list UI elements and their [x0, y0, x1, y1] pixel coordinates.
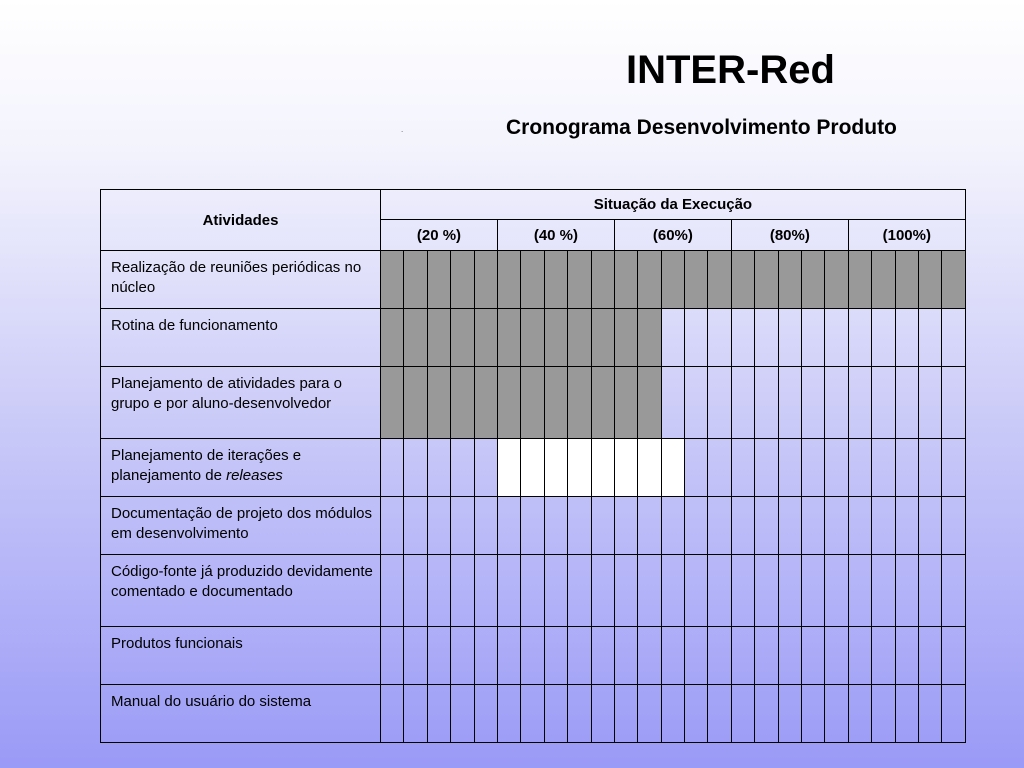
progress-cell-filled [591, 367, 614, 439]
table-row [101, 309, 966, 367]
progress-cell-filled [404, 309, 427, 367]
progress-cell-white [544, 439, 567, 497]
page-title: INTER-Red [626, 48, 835, 92]
progress-cell-empty [568, 497, 591, 555]
table-row [101, 439, 966, 497]
activity-text: Produtos funcionais [111, 635, 243, 652]
progress-cell-empty [755, 555, 778, 627]
progress-cell-filled [497, 309, 520, 367]
progress-cell-filled [825, 251, 848, 309]
progress-cell-filled [848, 251, 871, 309]
progress-cell-empty [942, 555, 965, 627]
progress-cell-empty [802, 627, 825, 685]
progress-cell-filled [731, 251, 754, 309]
progress-cell-empty [451, 439, 474, 497]
progress-cell-filled [521, 309, 544, 367]
progress-cell-empty [497, 685, 520, 743]
progress-cell-empty [381, 497, 404, 555]
progress-cell-empty [755, 627, 778, 685]
progress-cell-empty [942, 627, 965, 685]
progress-cell-filled [708, 251, 731, 309]
table-row [101, 367, 966, 439]
progress-header: (60%) [614, 220, 731, 251]
progress-cell-empty [685, 309, 708, 367]
progress-cell-empty [918, 439, 941, 497]
progress-cell-filled [451, 309, 474, 367]
progress-cell-filled [427, 251, 450, 309]
progress-cell-empty [708, 309, 731, 367]
activity-label [101, 685, 381, 743]
progress-cell-filled [381, 309, 404, 367]
progress-cell-empty [568, 555, 591, 627]
progress-cell-empty [895, 309, 918, 367]
progress-cell-empty [404, 497, 427, 555]
progress-cell-filled [381, 367, 404, 439]
progress-cell-empty [895, 367, 918, 439]
progress-cell-empty [731, 309, 754, 367]
progress-cell-filled [638, 309, 661, 367]
progress-cell-empty [872, 497, 895, 555]
progress-cell-filled [427, 309, 450, 367]
activity-text: Rotina de funcionamento [111, 317, 278, 334]
progress-cell-empty [638, 685, 661, 743]
activity-label [101, 627, 381, 685]
progress-cell-filled [942, 251, 965, 309]
progress-cell-empty [427, 497, 450, 555]
progress-cell-empty [731, 439, 754, 497]
progress-cell-empty [685, 497, 708, 555]
progress-cell-empty [848, 627, 871, 685]
progress-cell-empty [802, 439, 825, 497]
progress-cell-empty [731, 497, 754, 555]
progress-cell-empty [778, 555, 801, 627]
progress-cell-empty [918, 309, 941, 367]
progress-cell-empty [731, 555, 754, 627]
progress-cell-empty [942, 439, 965, 497]
progress-cell-white [497, 439, 520, 497]
progress-cell-empty [497, 497, 520, 555]
progress-cell-empty [918, 685, 941, 743]
progress-cell-empty [497, 627, 520, 685]
progress-cell-empty [895, 497, 918, 555]
progress-cell-filled [404, 251, 427, 309]
progress-cell-empty [591, 685, 614, 743]
progress-cell-empty [685, 367, 708, 439]
stray-dot: . [401, 125, 404, 134]
progress-cell-empty [895, 685, 918, 743]
progress-cell-empty [544, 555, 567, 627]
progress-cell-empty [942, 685, 965, 743]
progress-cell-empty [685, 555, 708, 627]
progress-cell-empty [685, 685, 708, 743]
progress-cell-filled [872, 251, 895, 309]
progress-cell-filled [451, 251, 474, 309]
progress-cell-empty [521, 555, 544, 627]
progress-cell-empty [731, 367, 754, 439]
progress-cell-empty [802, 685, 825, 743]
progress-header: (20 %) [381, 220, 498, 251]
progress-cell-empty [474, 497, 497, 555]
progress-cell-empty [872, 439, 895, 497]
progress-cell-empty [591, 627, 614, 685]
progress-cell-empty [755, 497, 778, 555]
progress-cell-empty [381, 685, 404, 743]
activity-text-italic: releases [226, 467, 283, 484]
progress-cell-filled [614, 367, 637, 439]
progress-cell-filled [544, 309, 567, 367]
table-row [101, 251, 966, 309]
progress-cell-white [661, 439, 684, 497]
progress-cell-filled [591, 251, 614, 309]
progress-cell-empty [427, 555, 450, 627]
progress-cell-empty [474, 685, 497, 743]
progress-cell-empty [708, 497, 731, 555]
progress-cell-empty [568, 685, 591, 743]
progress-cell-filled [591, 309, 614, 367]
progress-cell-empty [685, 627, 708, 685]
progress-cell-empty [825, 555, 848, 627]
progress-cell-empty [778, 309, 801, 367]
progress-cell-filled [755, 251, 778, 309]
activity-text: Planejamento de atividades para o grupo e por aluno-desenvolvedor [111, 375, 342, 412]
progress-cell-empty [521, 627, 544, 685]
progress-cell-filled [497, 251, 520, 309]
progress-cell-empty [451, 685, 474, 743]
progress-cell-empty [825, 497, 848, 555]
table-row [101, 627, 966, 685]
progress-cell-empty [661, 555, 684, 627]
progress-cell-filled [521, 251, 544, 309]
progress-cell-empty [497, 555, 520, 627]
progress-cell-empty [614, 685, 637, 743]
progress-cell-empty [825, 627, 848, 685]
progress-cell-empty [661, 367, 684, 439]
progress-cell-empty [731, 627, 754, 685]
progress-cell-empty [802, 555, 825, 627]
progress-cell-empty [848, 309, 871, 367]
progress-cell-empty [591, 555, 614, 627]
progress-cell-filled [568, 367, 591, 439]
progress-cell-empty [544, 627, 567, 685]
progress-cell-filled [895, 251, 918, 309]
progress-cell-empty [427, 685, 450, 743]
progress-cell-empty [521, 685, 544, 743]
progress-cell-empty [825, 309, 848, 367]
progress-cell-filled [521, 367, 544, 439]
progress-cell-empty [895, 555, 918, 627]
schedule-table [100, 189, 966, 743]
progress-cell-empty [661, 497, 684, 555]
activity-label [101, 309, 381, 367]
progress-cell-empty [638, 555, 661, 627]
progress-cell-empty [708, 555, 731, 627]
progress-cell-empty [404, 627, 427, 685]
progress-cell-empty [661, 309, 684, 367]
progress-cell-empty [825, 439, 848, 497]
progress-cell-empty [755, 685, 778, 743]
progress-cell-white [614, 439, 637, 497]
progress-cell-empty [848, 439, 871, 497]
progress-cell-empty [708, 367, 731, 439]
progress-cell-empty [942, 367, 965, 439]
progress-cell-empty [778, 627, 801, 685]
progress-cell-empty [895, 627, 918, 685]
table-row [101, 497, 966, 555]
table-row [101, 685, 966, 743]
progress-cell-empty [872, 685, 895, 743]
progress-cell-empty [614, 555, 637, 627]
progress-cell-empty [918, 627, 941, 685]
progress-cell-empty [802, 309, 825, 367]
progress-cell-empty [778, 367, 801, 439]
progress-cell-empty [825, 367, 848, 439]
progress-cell-filled [544, 251, 567, 309]
progress-cell-empty [802, 497, 825, 555]
progress-cell-empty [918, 367, 941, 439]
progress-cell-empty [942, 497, 965, 555]
progress-cell-empty [848, 497, 871, 555]
progress-cell-empty [591, 497, 614, 555]
progress-cell-white [638, 439, 661, 497]
progress-cell-empty [755, 309, 778, 367]
activity-text: Código-fonte já produzido devidamente comentado e documentado [111, 563, 373, 600]
progress-cell-empty [427, 439, 450, 497]
progress-cell-empty [638, 627, 661, 685]
progress-cell-empty [544, 497, 567, 555]
progress-cell-empty [614, 627, 637, 685]
progress-cell-empty [778, 685, 801, 743]
progress-cell-empty [872, 627, 895, 685]
progress-cell-empty [474, 627, 497, 685]
progress-cell-empty [474, 555, 497, 627]
progress-cell-empty [427, 627, 450, 685]
progress-cell-empty [404, 555, 427, 627]
progress-cell-filled [404, 367, 427, 439]
progress-cell-filled [802, 251, 825, 309]
progress-cell-filled [427, 367, 450, 439]
progress-cell-filled [474, 309, 497, 367]
progress-cell-empty [848, 685, 871, 743]
progress-cell-filled [614, 309, 637, 367]
progress-cell-empty [474, 439, 497, 497]
activity-label [101, 555, 381, 627]
progress-cell-filled [661, 251, 684, 309]
activity-text: Realização de reuniões periódicas no núcleo [111, 259, 362, 296]
progress-cell-empty [381, 555, 404, 627]
progress-cell-filled [568, 309, 591, 367]
activity-text: Documentação de projeto dos módulos em desenvolvimento [111, 505, 372, 542]
progress-cell-empty [661, 627, 684, 685]
progress-cell-empty [872, 555, 895, 627]
progress-cell-white [521, 439, 544, 497]
progress-cell-white [591, 439, 614, 497]
progress-cell-filled [638, 251, 661, 309]
progress-cell-filled [474, 251, 497, 309]
progress-cell-empty [404, 685, 427, 743]
progress-cell-empty [825, 685, 848, 743]
progress-cell-empty [918, 555, 941, 627]
header-row [101, 190, 966, 220]
progress-cell-filled [381, 251, 404, 309]
progress-cell-empty [755, 439, 778, 497]
progress-cell-empty [661, 685, 684, 743]
progress-header: (100%) [848, 220, 965, 251]
progress-cell-empty [755, 367, 778, 439]
progress-cell-empty [802, 367, 825, 439]
progress-cell-empty [381, 627, 404, 685]
progress-cell-empty [614, 497, 637, 555]
progress-cell-filled [474, 367, 497, 439]
progress-cell-empty [685, 439, 708, 497]
progress-header: (40 %) [497, 220, 614, 251]
progress-cell-empty [872, 309, 895, 367]
progress-cell-filled [778, 251, 801, 309]
progress-cell-empty [872, 367, 895, 439]
page-subtitle: Cronograma Desenvolvimento Produto [506, 116, 897, 139]
activity-text: Manual do usuário do sistema [111, 693, 312, 710]
progress-cell-filled [638, 367, 661, 439]
execution-status-header: Situação da Execução [381, 190, 966, 220]
progress-cell-filled [568, 251, 591, 309]
progress-cell-empty [848, 367, 871, 439]
progress-cell-empty [918, 497, 941, 555]
progress-cell-empty [778, 497, 801, 555]
progress-cell-filled [614, 251, 637, 309]
progress-cell-empty [451, 497, 474, 555]
progress-cell-empty [848, 555, 871, 627]
progress-cell-empty [708, 627, 731, 685]
progress-header: (80%) [731, 220, 848, 251]
progress-cell-empty [731, 685, 754, 743]
progress-cell-empty [942, 309, 965, 367]
progress-cell-filled [918, 251, 941, 309]
progress-cell-filled [451, 367, 474, 439]
progress-cell-filled [544, 367, 567, 439]
progress-cell-empty [544, 685, 567, 743]
progress-cell-filled [497, 367, 520, 439]
progress-cell-empty [521, 497, 544, 555]
activity-label [101, 367, 381, 439]
progress-cell-empty [381, 439, 404, 497]
progress-cell-empty [404, 439, 427, 497]
activity-label [101, 497, 381, 555]
progress-cell-white [568, 439, 591, 497]
table-row [101, 555, 966, 627]
progress-cell-empty [895, 439, 918, 497]
progress-cell-empty [638, 497, 661, 555]
activity-label [101, 439, 381, 497]
activities-header: Atividades [101, 190, 381, 251]
progress-cell-empty [451, 627, 474, 685]
progress-cell-empty [708, 685, 731, 743]
progress-cell-empty [451, 555, 474, 627]
activity-text: Planejamento de iterações e planejamento de [111, 447, 302, 484]
progress-cell-empty [778, 439, 801, 497]
progress-cell-filled [685, 251, 708, 309]
activity-label [101, 251, 381, 309]
progress-cell-empty [568, 627, 591, 685]
progress-cell-empty [708, 439, 731, 497]
